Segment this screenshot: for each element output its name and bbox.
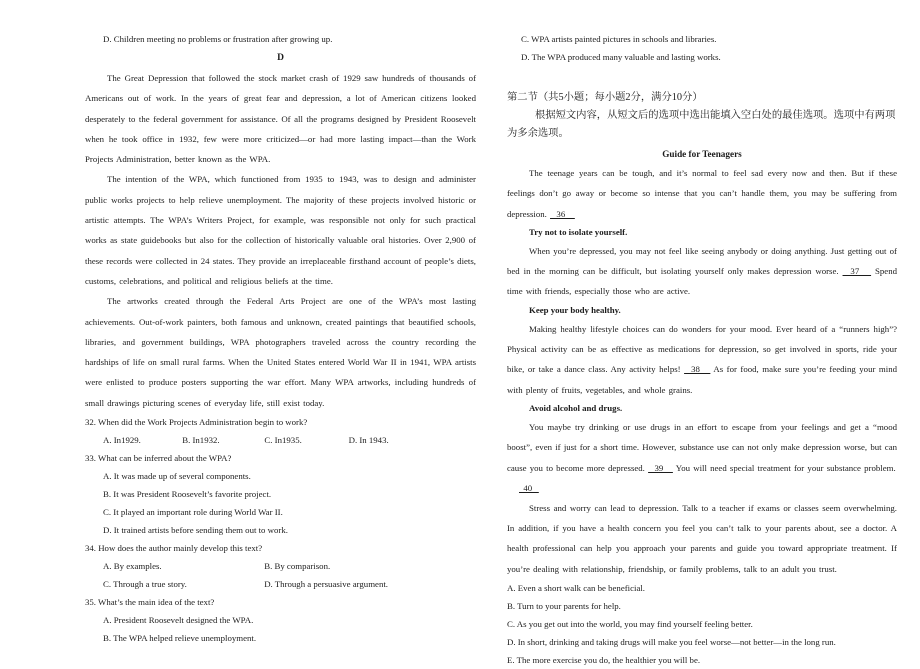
question-33-option-a: A. It was made up of several components.: [103, 471, 251, 482]
question-34-options-row-2: [85, 575, 476, 593]
question-32-option-b: B. In1932.: [182, 435, 220, 446]
question-32: [85, 413, 476, 449]
question-32-option-a: A. In1929.: [103, 435, 141, 446]
question-31-option-d-carryover: D. The WPA produced many valuable and lasting works.: [521, 52, 721, 62]
question-35-option-a: A. President Roosevelt designed the WPA.: [103, 615, 254, 626]
question-34: [85, 539, 476, 593]
cloze-subheading-2: Keep your body healthy.: [529, 304, 621, 315]
cloze-paragraph-2: When you’re depressed, you may not feel like seeing anybody or doing anything. Just getting out of bed in the morning can be difficult, but isolating yourself only makes depression worse. 37 Spend time with friends, especially those who are active.: [507, 245, 897, 297]
cloze-paragraph-5: Stress and worry can lead to depression. Talk to a teacher if exams or classes seem overwhelming. In addition, if you have a health concern you feel you can’t talk to your parents about, see a doctor. A health professional can help you approach your parents and guide you toward appropriate treatment. If you’re dealing with relationship, friendship, or family problems, talk to an adult you trust.: [507, 502, 897, 574]
cloze-option-c: C. As you get out into the world, you may find yourself feeling better.: [507, 619, 753, 630]
cloze-paragraph-4: You maybe try drinking or use drugs in an effort to escape from your feelings and get a “mood boost”, even if just for a short time. However, substance use can not only make depression worse, but can cause you to become more depressed. 39 You will need special treatment for your substance problem.: [507, 421, 897, 473]
question-33: [85, 449, 476, 539]
cloze-option-e: E. The more exercise you do, the healthier you will be.: [507, 655, 701, 666]
question-32-option-c: C. In1935.: [264, 435, 302, 446]
cloze-blank-40: [507, 478, 897, 498]
passage-d-paragraph-2: The intention of the WPA, which functioned from 1935 to 1943, was to design and administer public works projects to help relieve unemployment. The majority of these projects involved historic or artistic attempts. The WPA’s Writers Project, for example, was responsible not only for such practical works as state guidebooks but also for the collection of historically valuable oral histories. Over 2,900 of these records were collected in 24 states. They provide an irreplaceable firsthand account of people’s diets, customs, celebrations, and political and religious beliefs at the time.: [85, 174, 476, 286]
right-column: [507, 30, 897, 669]
question-32-option-d: D. In 1943.: [348, 435, 389, 446]
question-35-option-b: B. The WPA helped relieve unemployment.: [103, 633, 257, 644]
question-34-options-row-1: [85, 557, 476, 575]
question-31-option-d: D. Children meeting no problems or frustration after growing up.: [103, 34, 333, 44]
question-35-stem: 35. What’s the main idea of the text?: [85, 597, 215, 608]
cloze-subheading-1: Try not to isolate yourself.: [529, 226, 628, 237]
question-34-option-a: A. By examples.: [103, 561, 162, 572]
question-33-stem: 33. What can be inferred about the WPA?: [85, 453, 232, 464]
cloze-blank-number: 39: [648, 462, 673, 473]
cloze-subheading-3: Avoid alcohol and drugs.: [529, 402, 623, 413]
passage-d-paragraph-3: The artworks created through the Federal Arts Project are one of the WPA’s most lasting achievements. Out-of-work painters, both famous and unknown, created paintings that beautified schools, libraries, and government buildings, WPA photographers traveled across the country recording the hardships of life on small rural farms. When the United States entered World War II in 1941, WPA artists were enlisted to produce posters supporting the war effort. Many WPA artworks, including hundreds of small drawings picturing scenes of everyday life, still exist today.: [85, 296, 476, 408]
question-31-option-c-carryover: C. WPA artists painted pictures in schools and libraries.: [521, 34, 717, 44]
question-35: [85, 593, 476, 647]
cloze-option-b: B. Turn to your parents for help.: [507, 601, 621, 612]
cloze-blank-number: 37: [842, 266, 872, 277]
passage-d-heading: D: [277, 53, 284, 63]
question-33-option-b: B. It was President Roosevelt’s favorite project.: [103, 489, 272, 500]
question-34-stem: 34. How does the author mainly develop this text?: [85, 543, 263, 554]
cloze-blank-number: 38: [684, 364, 711, 375]
passage-d-paragraph-1: The Great Depression that followed the stock market crash of 1929 saw hundreds of thousands of Americans out of work. In the years of great fear and depression, a lot of American citizens looked desperately to the federal government for assistance. Of all the programs designed by President Roosevelt when he took office in 1932, few were more criticized—or had more lasting impact—than the Work Projects Administration, better known as the WPA.: [85, 73, 476, 165]
question-34-option-c: C. Through a true story.: [103, 579, 187, 590]
section-2-instruction: 根据短文内容，从短文后的选项中选出能填入空白处的最佳选项。选项中有两项为多余选项。: [507, 110, 896, 139]
question-33-option-c: C. It played an important role during World War II.: [103, 507, 283, 518]
cloze-option-a: A. Even a short walk can be beneficial.: [507, 583, 646, 594]
question-33-option-d: D. It trained artists before sending them out to work.: [103, 525, 288, 536]
left-column: [85, 30, 476, 647]
cloze-blank-number: 40: [519, 482, 539, 493]
question-34-option-b: B. By comparison.: [264, 561, 331, 572]
cloze-paragraph-3: Making healthy lifestyle choices can do wonders for your mood. Ever heard of a “runners high”? Physical activity can be as effective as medications for depression, so get involved in sports, ride your bike, or take a dance class. Any activity helps! 38 As for food, make sure you’re feeding your mind with plenty of fruits, vegetables, and whole grains.: [507, 323, 897, 395]
question-34-option-d: D. Through a persuasive argument.: [264, 579, 388, 590]
question-32-stem: 32. When did the Work Projects Administration begin to work?: [85, 417, 308, 428]
cloze-passage-title: Guide for Teenagers: [662, 149, 742, 159]
question-32-options: [85, 431, 476, 449]
cloze-blank-number: 36: [550, 208, 575, 219]
cloze-paragraph-1: The teenage years can be tough, and it’s normal to feel sad every now and then. But if these feelings don’t go away or become so intense that you can’t handle them, you may be suffering from depression. 36: [507, 168, 897, 219]
cloze-option-d: D. In short, drinking and taking drugs will make you feel worse—not better—in the long run.: [507, 637, 836, 648]
section-2-header: 第二节（共5小题；每小题2分，满分10分）: [507, 92, 703, 103]
